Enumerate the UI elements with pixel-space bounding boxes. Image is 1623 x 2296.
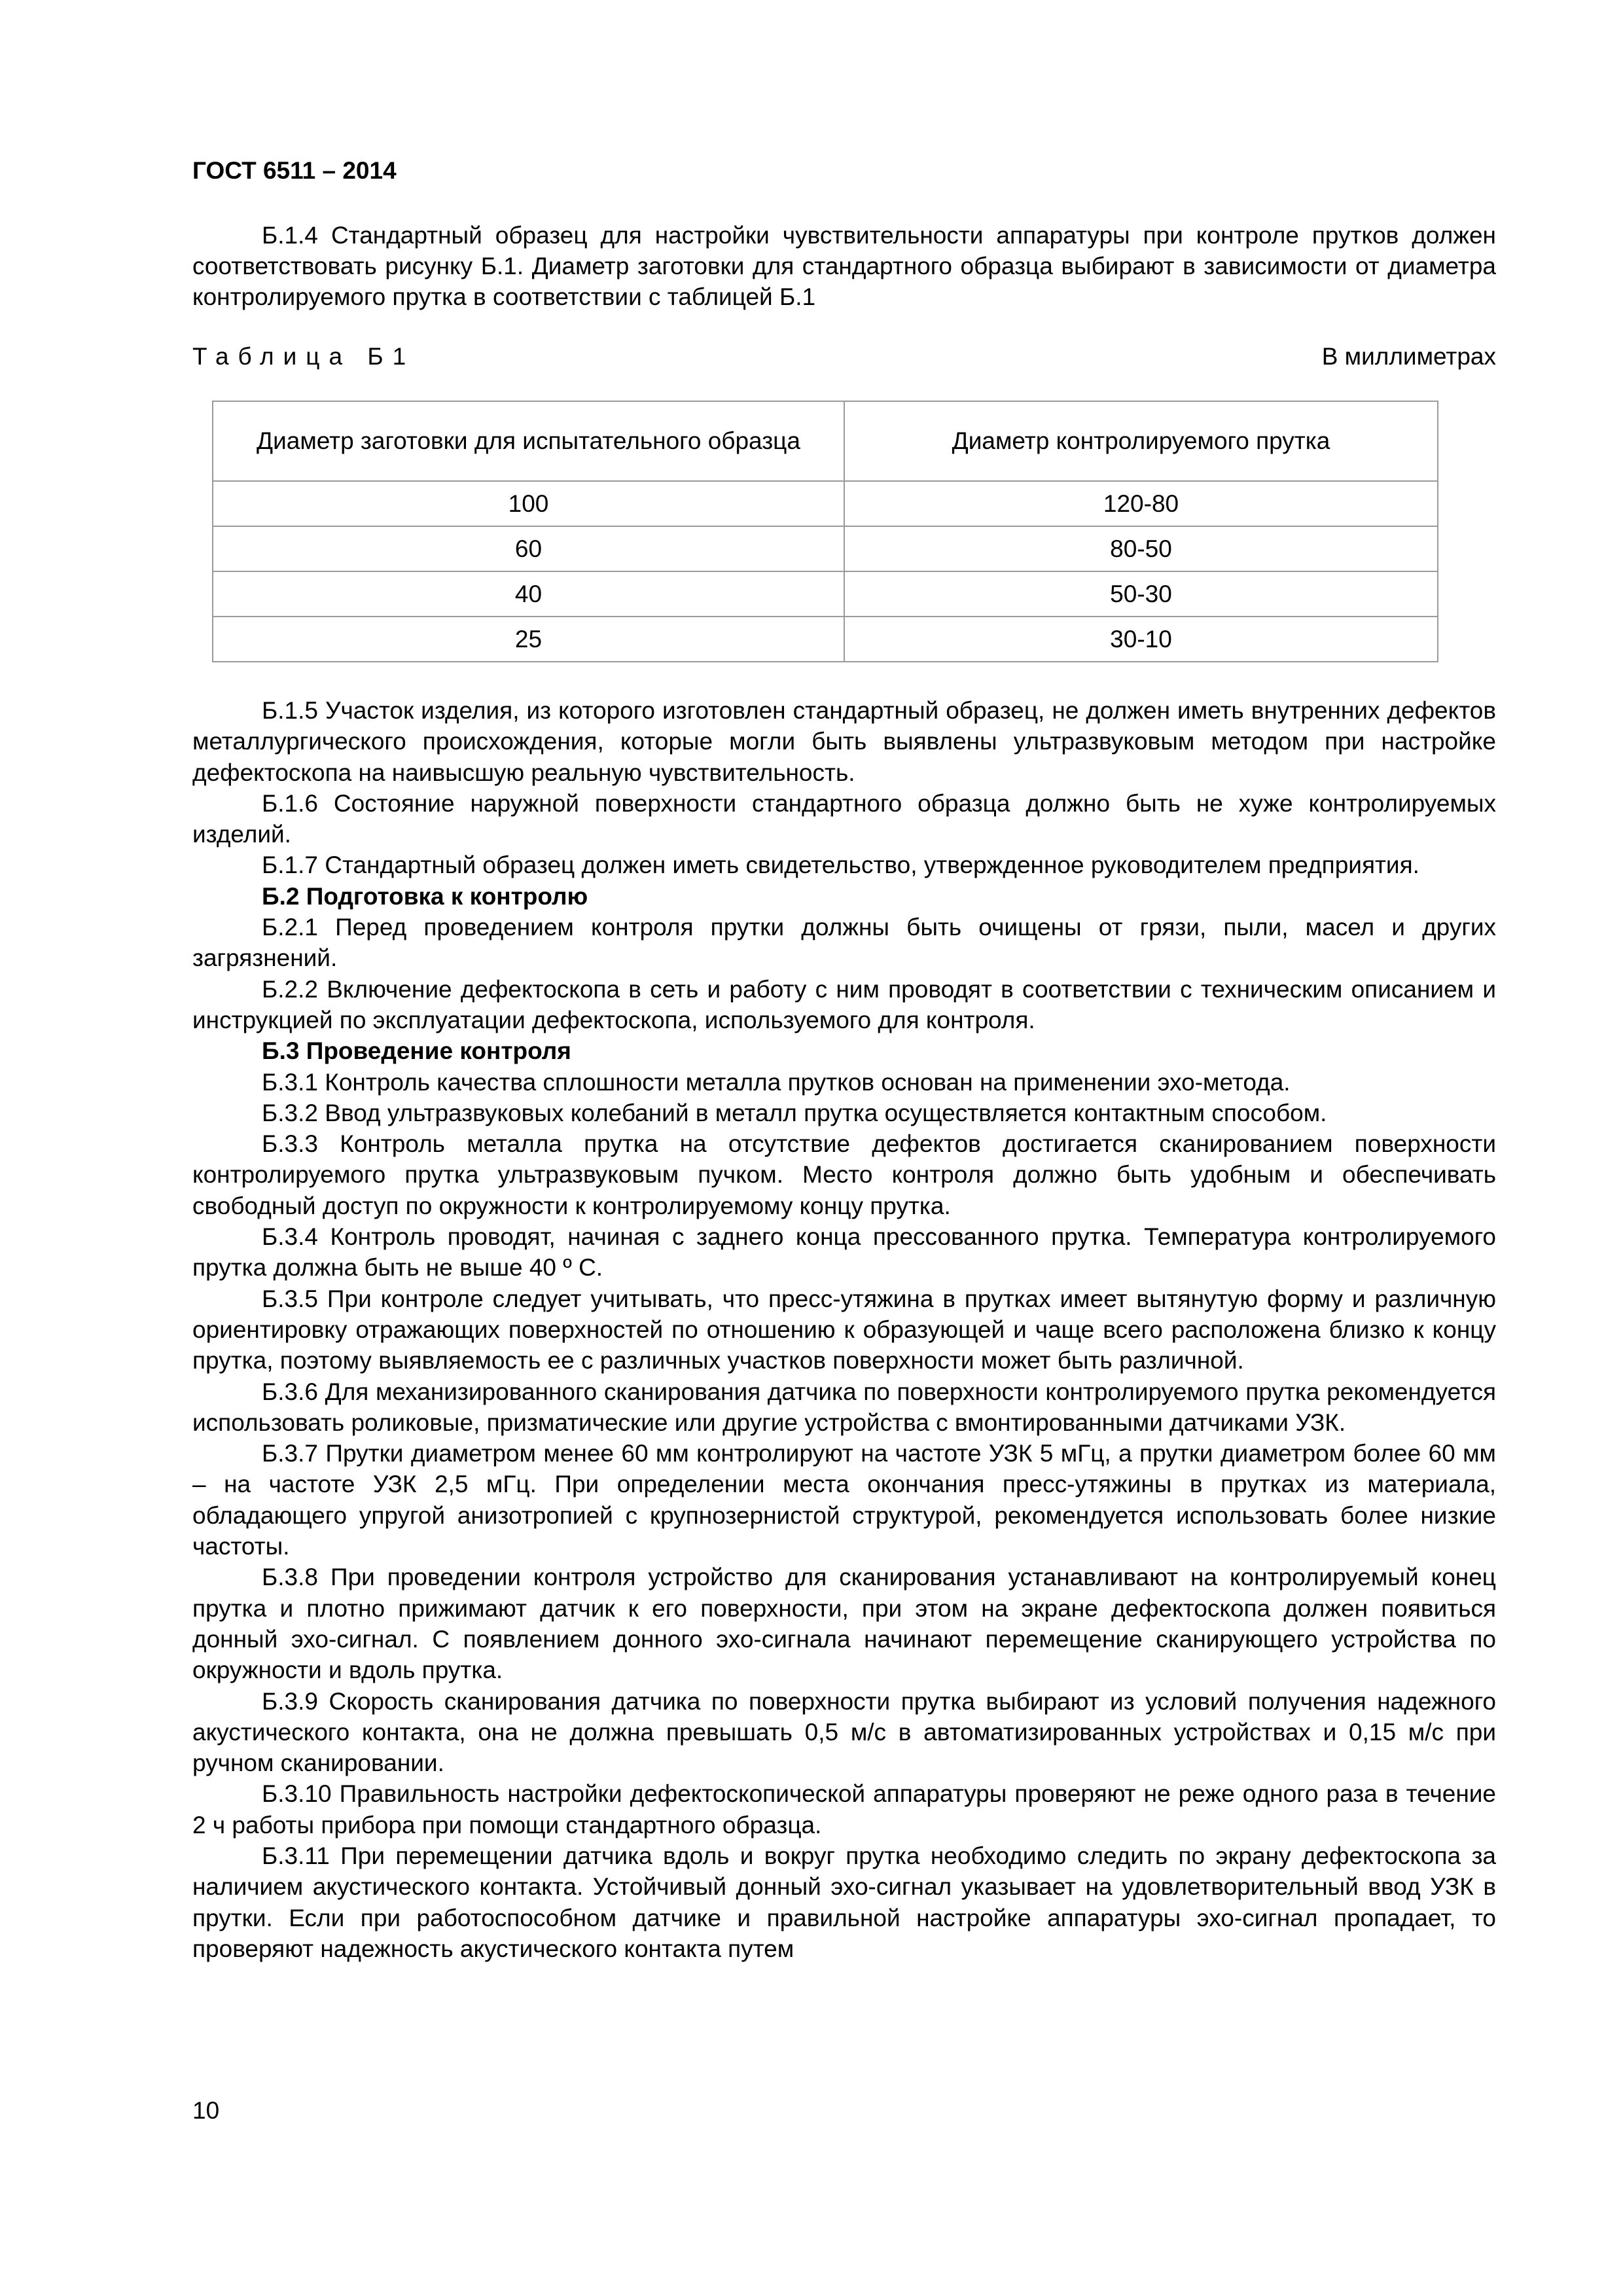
paragraph-b-3-3: Б.3.3 Контроль металла прутка на отсутствие дефектов достигается сканированием поверхности контролируемого прутка ультразвуковым пучком. Место контроля должно быть удобным и обеспечивать свободный доступ по окружности к контролируемому концу прутка. (192, 1130, 1496, 1219)
table-header-row (213, 401, 1438, 481)
paragraph-b-3-1: Б.3.1 Контроль качества сплошности металла прутков основан на применении эхо-метода. (262, 1068, 1291, 1096)
section-heading-b-2: Б.2 Подготовка к контролю (262, 882, 588, 910)
paragraph-b-2-1: Б.2.1 Перед проведением контроля прутки должны быть очищены от грязи, пыли, масел и других загрязнений. (192, 914, 1496, 972)
paragraph-b-3-5: Б.3.5 При контроле следует учитывать, что пресс-утяжина в прутках имеет вытянутую форму и различную ориентировку отражающих поверхностей по отношению к образующей и чаще всего расположена близко к концу прутка, поэтому выявляемость ее с различных участков поверхности может быть различной. (192, 1285, 1496, 1374)
paragraph-b-1-6: Б.1.6 Состояние наружной поверхности стандартного образца должно быть не хуже контролируемых изделий. (192, 789, 1496, 848)
paragraph-b-3-8: Б.3.8 При проведении контроля устройство для сканирования устанавливают на контролируемый конец прутка и плотно прижимают датчик к его поверхности, при этом на экране дефектоскопа должен появиться донный эхо-сигнал. С появлением донного эхо-сигнала начинают перемещение сканирующего устройства по окружности и вдоль прутка. (192, 1564, 1496, 1684)
paragraph-b-3-7: Б.3.7 Прутки диаметром менее 60 мм контролируют на частоте УЗК 5 мГц, а прутки диаметром более 60 мм – на частоте УЗК 2,5 мГц. При определении места окончания пресс-утяжины в прутках из материала, обладающего упругой анизотропией с крупнозернистой структурой, рекомендуется использовать более низкие частоты. (192, 1440, 1496, 1560)
table-caption: Таблица Б1 (192, 343, 416, 370)
paragraph-b-3-4: Б.3.4 Контроль проводят, начиная с заднего конца прессованного прутка. Температура контролируемого прутка должна быть не выше 40 º С. (192, 1223, 1496, 1282)
table-row (213, 617, 1438, 662)
table-row (213, 571, 1438, 617)
table-cell: 120-80 (844, 481, 1438, 526)
table-cell: 60 (213, 526, 844, 571)
table-header-cell: Диаметр заготовки для испытательного образца (213, 401, 844, 481)
table-cell: 30-10 (844, 617, 1438, 662)
intro-block (192, 220, 1496, 312)
paragraph-b-3-10: Б.3.10 Правильность настройки дефектоскопической аппаратуры проверяют не реже одного раза в течение 2 ч работы прибора при помощи стандартного образца. (192, 1780, 1496, 1839)
paragraph-b-1-7: Б.1.7 Стандартный образец должен иметь свидетельство, утвержденное руководителем предприятия. (262, 852, 1419, 879)
table-cell: 80-50 (844, 526, 1438, 571)
paragraph-b-3-6: Б.3.6 Для механизированного сканирования датчика по поверхности контролируемого прутка рекомендуется использовать роликовые, призматические или другие устройства с вмонтированными датчиками УЗК. (192, 1378, 1496, 1436)
table-cell: 40 (213, 571, 844, 617)
page-number: 10 (192, 2097, 220, 2124)
paragraph-b-1-5: Б.1.5 Участок изделия, из которого изготовлен стандартный образец, не должен иметь внутренних дефектов металлургического происхождения, которые могли быть выявлены ультразвуковым методом при настройке дефектоскопа на наивысшую реальную чувствительность. (192, 697, 1496, 786)
table-header-cell: Диаметр контролируемого прутка (844, 401, 1438, 481)
paragraph-b-1-4: Б.1.4 Стандартный образец для настройки чувствительности аппаратуры при контроле прутков должен соответствовать рисунку Б.1. Диаметр заготовки для стандартного образца выбирают в зависимости от диаметра контролируемого прутка в соответствии с таблицей Б.1 (192, 222, 1496, 310)
table-units: В миллиметрах (1321, 343, 1496, 370)
paragraph-b-3-11: Б.3.11 При перемещении датчика вдоль и вокруг прутка необходимо следить по экрану дефектоскопа за наличием акустического контакта. Устойчивый донный эхо-сигнал указывает на удовлетворительный ввод УЗК в прутки. Если при работоспособном датчике и правильной настройке аппаратуры эхо-сигнал пропадает, то проверяют надежность акустического контакта путем (192, 1842, 1496, 1962)
section-heading-b-3: Б.3 Проведение контроля (262, 1037, 571, 1065)
table-cell: 50-30 (844, 571, 1438, 617)
paragraph-b-3-9: Б.3.9 Скорость сканирования датчика по поверхности прутка выбирают из условий получения надежного акустического контакта, она не должна превышать 0,5 м/с в автоматизированных устройствах и 0,15 м/с при ручном сканировании. (192, 1687, 1496, 1777)
paragraph-b-3-2: Б.3.2 Ввод ультразвуковых колебаний в металл прутка осуществляется контактным способом. (262, 1099, 1327, 1126)
table-cell: 100 (213, 481, 844, 526)
body-text (192, 695, 1496, 1964)
document-header: ГОСТ 6511 – 2014 (192, 157, 397, 184)
diameter-table (212, 401, 1438, 662)
table-row (213, 526, 1438, 571)
paragraph-b-2-2: Б.2.2 Включение дефектоскопа в сеть и работу с ним проводят в соответствии с техническим описанием и инструкцией по эксплуатации дефектоскопа, используемого для контроля. (192, 975, 1496, 1033)
table-caption-row (192, 342, 1496, 374)
table-cell: 25 (213, 617, 844, 662)
table-row (213, 481, 1438, 526)
